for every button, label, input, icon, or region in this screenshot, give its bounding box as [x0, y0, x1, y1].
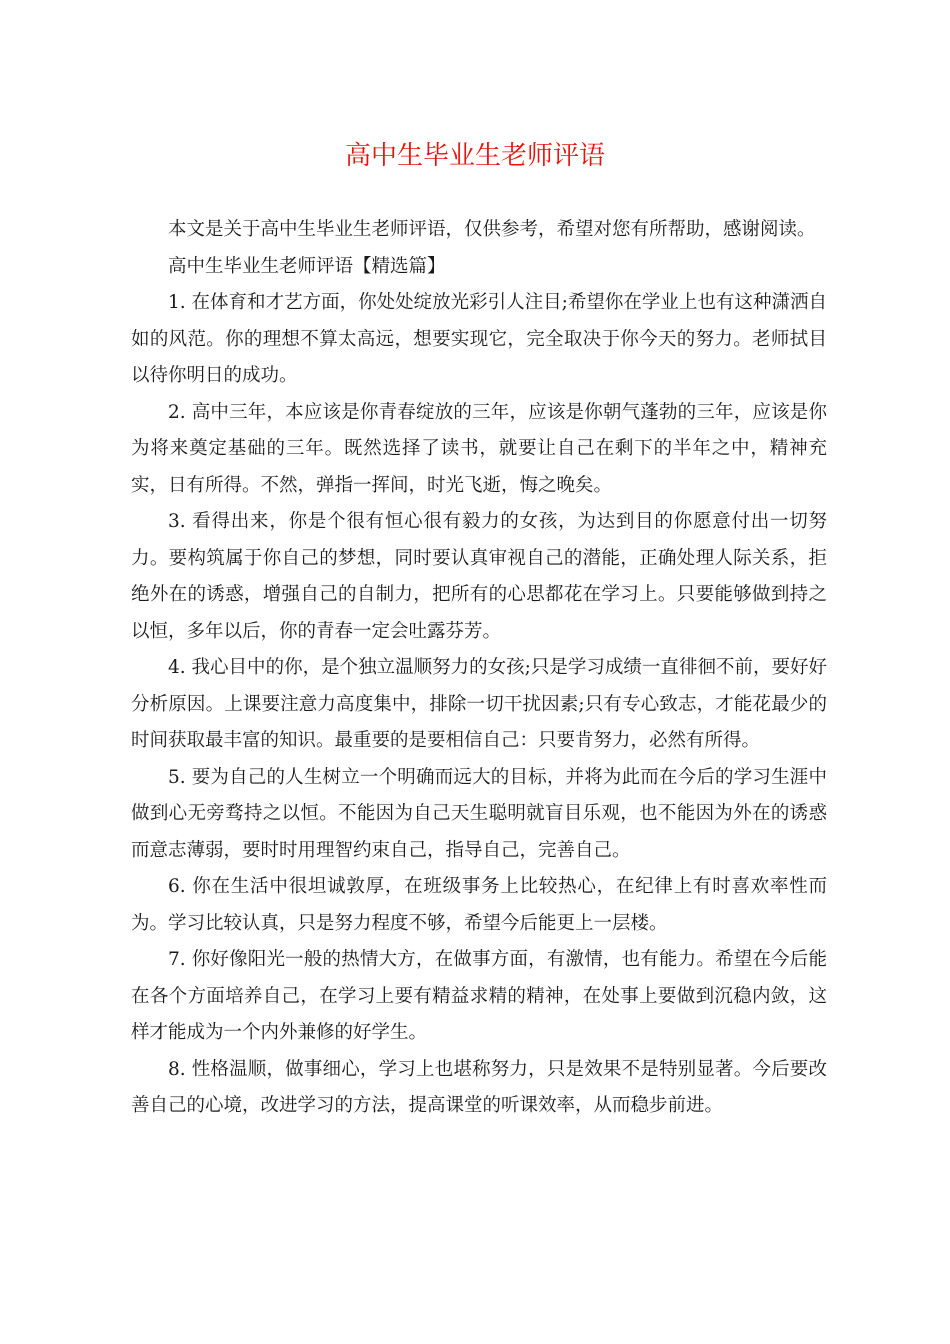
comment-item-5: 5. 要为自己的人生树立一个明确而远大的目标，并将为此而在今后的学习生涯中做到心无旁骛持之以恒。不能因为自己天生聪明就盲目乐观，也不能因为外在的诱惑而意志薄弱，要时时用理智约束自己，指导自己，完善自己。 [131, 766, 827, 861]
comment-item-6: 6. 你在生活中很坦诚敦厚，在班级事务上比较热心，在纪律上有时喜欢率性而为。学习比较认真，只是努力程度不够，希望今后能更上一层楼。 [131, 876, 827, 934]
page-title: 高中生毕业生老师评语 [344, 141, 605, 171]
comment-item-7: 7. 你好像阳光一般的热情大方，在做事方面，有激情，也有能力。希望在今后能在各个方面培养自己，在学习上要有精益求精的精神，在处事上要做到沉稳内敛，这样才能成为一个内外兼修的好学生。 [131, 949, 827, 1043]
section-heading: 高中生毕业生老师评语【精选篇】 [168, 255, 446, 277]
comment-item-3: 3. 看得出来，你是个很有恒心很有毅力的女孩，为达到目的你愿意付出一切努力。要构筑属于你自己的梦想，同时要认真审视自己的潜能，正确处理人际关系，拒绝外在的诱惑，增强自己的自制力，把所有的心思都花在学习上。只要能够做到持之以恒，多年以后，你的青春一定会吐露芬芳。 [131, 511, 827, 642]
document-body [131, 212, 827, 1125]
comment-item-4: 4. 我心目中的你，是个独立温顺努力的女孩;只是学习成绩一直徘徊不前，要好好分析原因。上课要注意力高度集中，排除一切干扰因素;只有专心致志，才能花最少的时间获取最丰富的知识。最重要的是要相信自己：只要肯努力，必然有所得。 [131, 657, 827, 751]
comment-item-8: 8. 性格温顺，做事细心，学习上也堪称努力，只是效果不是特别显著。今后要改善自己的心境，改进学习的方法，提高课堂的听课效率，从而稳步前进。 [131, 1058, 827, 1116]
intro-paragraph: 本文是关于高中生毕业生老师评语，仅供参考，希望对您有所帮助，感谢阅读。 [168, 219, 816, 240]
comment-item-1: 1. 在体育和才艺方面，你处处绽放光彩引人注目;希望你在学业上也有这种潇洒自如的风范。你的理想不算太高远，想要实现它，完全取决于你今天的努力。老师拭目以待你明日的成功。 [131, 292, 827, 386]
comment-item-2: 2. 高中三年，本应该是你青春绽放的三年，应该是你朝气蓬勃的三年，应该是你为将来奠定基础的三年。既然选择了读书，就要让自己在剩下的半年之中，精神充实，日有所得。不然，弹指一挥间，时光飞逝，悔之晚矣。 [131, 401, 827, 496]
